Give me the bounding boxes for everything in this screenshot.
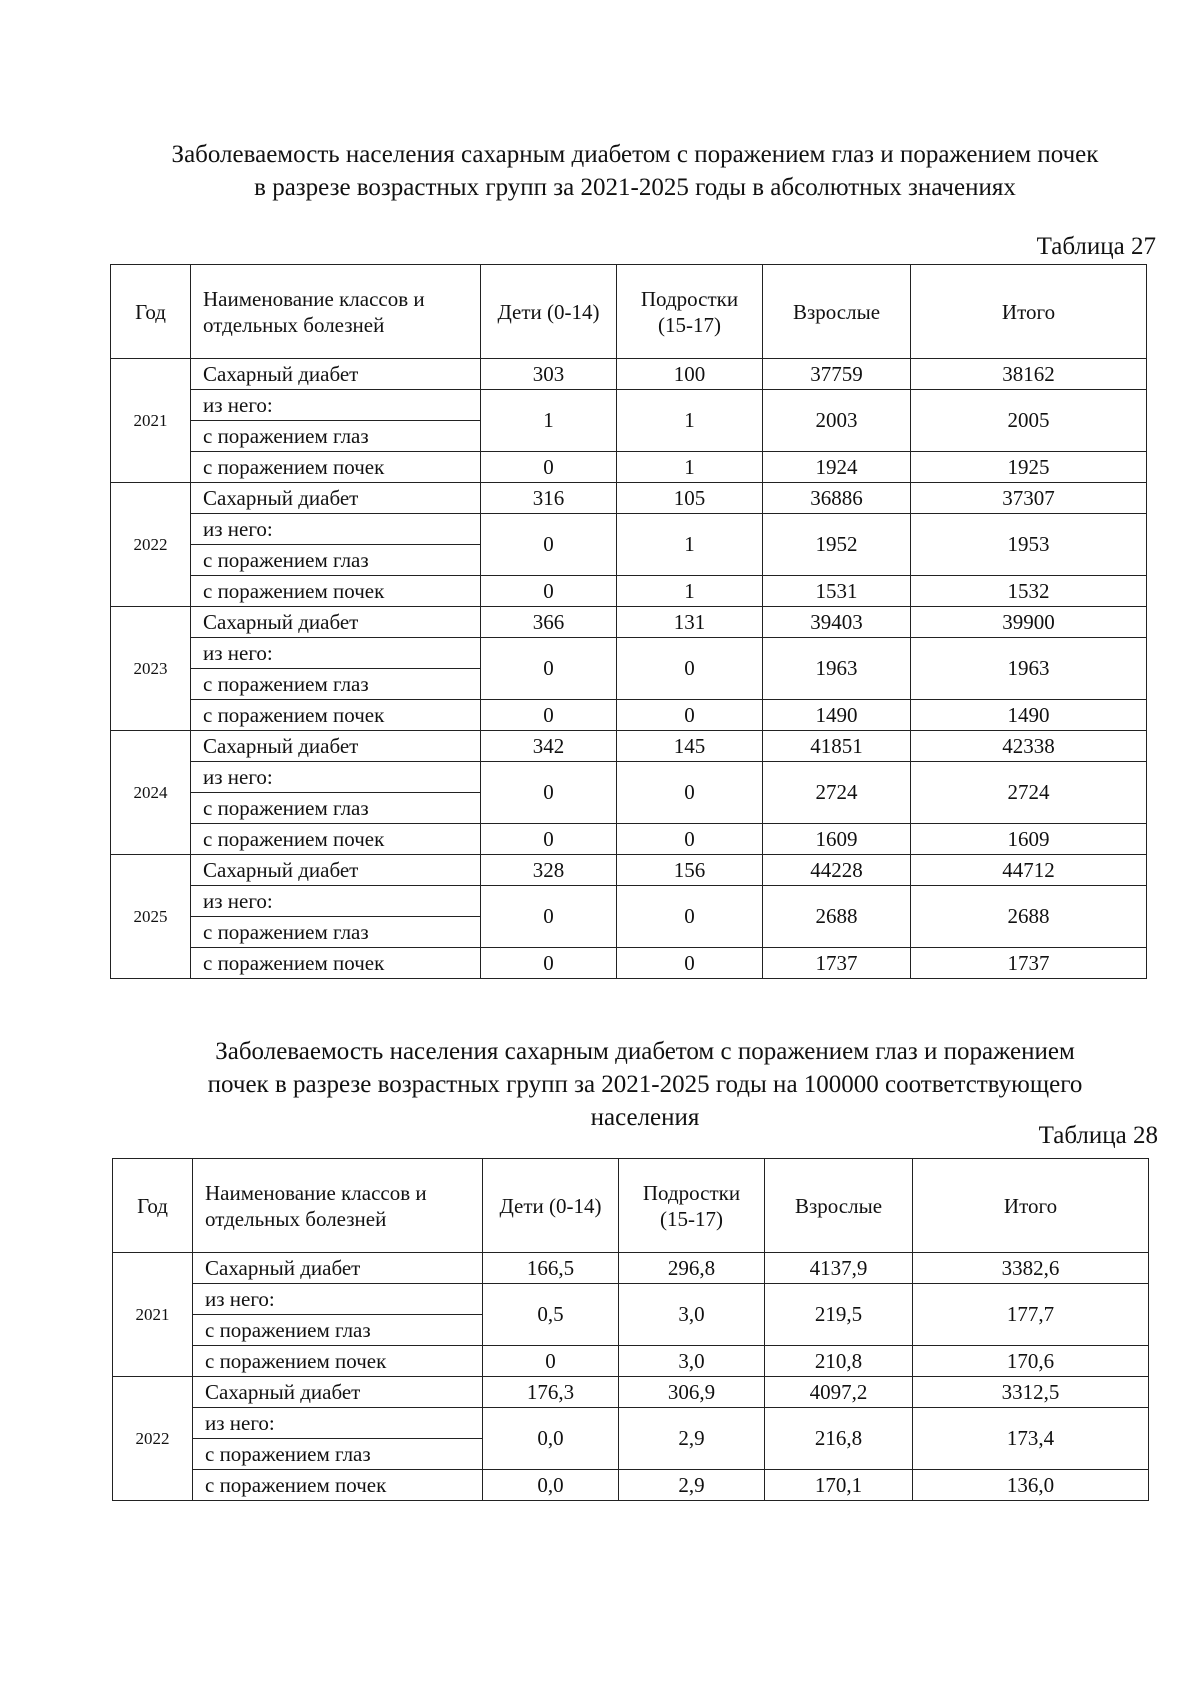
header-teens: Подростки (15-17): [619, 1159, 765, 1253]
value-cell: 145: [617, 731, 763, 762]
row-label-kidneys: с поражением почек: [193, 1470, 483, 1501]
value-cell: 2688: [911, 886, 1147, 948]
value-cell: 2005: [911, 390, 1147, 452]
table-row: [111, 576, 1147, 607]
value-cell: 1737: [763, 948, 911, 979]
value-cell: 366: [481, 607, 617, 638]
row-label-diabetes: Сахарный диабет: [191, 359, 481, 390]
year-cell: 2023: [111, 607, 191, 731]
value-cell: 1963: [911, 638, 1147, 700]
value-cell: 170,6: [913, 1346, 1149, 1377]
value-cell: 1924: [763, 452, 911, 483]
row-label-diabetes: Сахарный диабет: [191, 483, 481, 514]
value-cell: 44712: [911, 855, 1147, 886]
row-label-of-which: из него:: [191, 390, 481, 421]
year-cell: 2022: [111, 483, 191, 607]
header-teens: Подростки (15-17): [617, 265, 763, 359]
value-cell: 1: [481, 390, 617, 452]
header-name: Наименование классов и отдельных болезней: [191, 265, 481, 359]
row-label-of-which: из него:: [191, 638, 481, 669]
value-cell: 37307: [911, 483, 1147, 514]
value-cell: 0: [617, 948, 763, 979]
value-cell: 0: [481, 948, 617, 979]
value-cell: 0: [481, 886, 617, 948]
row-label-diabetes: Сахарный диабет: [193, 1253, 483, 1284]
table-row: [111, 483, 1147, 514]
table-row: [113, 1377, 1149, 1408]
table-row: [113, 1284, 1149, 1315]
value-cell: 342: [481, 731, 617, 762]
row-label-eyes: с поражением глаз: [191, 917, 481, 948]
row-label-kidneys: с поражением почек: [191, 700, 481, 731]
row-label-eyes: с поражением глаз: [193, 1439, 483, 1470]
row-label-kidneys: с поражением почек: [191, 824, 481, 855]
value-cell: 176,3: [483, 1377, 619, 1408]
table-row: [111, 886, 1147, 917]
table-row: [111, 390, 1147, 421]
value-cell: 39900: [911, 607, 1147, 638]
value-cell: 1952: [763, 514, 911, 576]
table-row: [111, 855, 1147, 886]
value-cell: 210,8: [765, 1346, 913, 1377]
table-27-title-line-2: в разрезе возрастных групп за 2021-2025 годы в абсолютных значениях: [254, 174, 1016, 201]
value-cell: 136,0: [913, 1470, 1149, 1501]
row-label-kidneys: с поражением почек: [191, 452, 481, 483]
table-28-title-line-1: Заболеваемость населения сахарным диабетом с поражением глаз и поражением: [215, 1038, 1075, 1065]
row-label-kidneys: с поражением почек: [193, 1346, 483, 1377]
value-cell: 1490: [911, 700, 1147, 731]
value-cell: 0: [481, 638, 617, 700]
row-label-eyes: с поражением глаз: [191, 545, 481, 576]
value-cell: 177,7: [913, 1284, 1149, 1346]
table-row: [111, 824, 1147, 855]
value-cell: 0: [617, 886, 763, 948]
value-cell: 105: [617, 483, 763, 514]
value-cell: 306,9: [619, 1377, 765, 1408]
value-cell: 0: [483, 1346, 619, 1377]
table-row: [111, 452, 1147, 483]
value-cell: 316: [481, 483, 617, 514]
table-row: [111, 638, 1147, 669]
value-cell: 1609: [763, 824, 911, 855]
value-cell: 0,0: [483, 1408, 619, 1470]
row-label-of-which: из него:: [191, 514, 481, 545]
value-cell: 1532: [911, 576, 1147, 607]
table-row: [113, 1346, 1149, 1377]
row-label-eyes: с поражением глаз: [191, 669, 481, 700]
row-label-of-which: из него:: [191, 762, 481, 793]
row-label-diabetes: Сахарный диабет: [191, 607, 481, 638]
year-cell: 2024: [111, 731, 191, 855]
row-label-eyes: с поражением глаз: [193, 1315, 483, 1346]
header-year: Год: [111, 265, 191, 359]
table-28-body: [113, 1253, 1149, 1501]
value-cell: 1490: [763, 700, 911, 731]
value-cell: 1: [617, 390, 763, 452]
value-cell: 1609: [911, 824, 1147, 855]
value-cell: 100: [617, 359, 763, 390]
value-cell: 1: [617, 514, 763, 576]
value-cell: 1953: [911, 514, 1147, 576]
table-27-title: [110, 138, 1160, 204]
table-row: [113, 1470, 1149, 1501]
table-header-row: [113, 1159, 1149, 1253]
value-cell: 296,8: [619, 1253, 765, 1284]
value-cell: 37759: [763, 359, 911, 390]
value-cell: 0: [481, 514, 617, 576]
value-cell: 0: [481, 700, 617, 731]
value-cell: 0: [617, 762, 763, 824]
table-row: [111, 359, 1147, 390]
value-cell: 0: [617, 700, 763, 731]
value-cell: 170,1: [765, 1470, 913, 1501]
value-cell: 1963: [763, 638, 911, 700]
value-cell: 39403: [763, 607, 911, 638]
header-adults: Взрослые: [765, 1159, 913, 1253]
value-cell: 0: [481, 762, 617, 824]
value-cell: 1925: [911, 452, 1147, 483]
row-label-of-which: из него:: [193, 1408, 483, 1439]
table-row: [111, 700, 1147, 731]
row-label-of-which: из него:: [191, 886, 481, 917]
value-cell: 3,0: [619, 1284, 765, 1346]
value-cell: 4137,9: [765, 1253, 913, 1284]
value-cell: 2724: [911, 762, 1147, 824]
table-row: [111, 731, 1147, 762]
table-row: [111, 762, 1147, 793]
value-cell: 216,8: [765, 1408, 913, 1470]
value-cell: 219,5: [765, 1284, 913, 1346]
header-adults: Взрослые: [763, 265, 911, 359]
value-cell: 1: [617, 452, 763, 483]
value-cell: 3,0: [619, 1346, 765, 1377]
table-28-title: [130, 1035, 1160, 1134]
value-cell: 42338: [911, 731, 1147, 762]
row-label-kidneys: с поражением почек: [191, 948, 481, 979]
header-total: Итого: [911, 265, 1147, 359]
year-cell: 2022: [113, 1377, 193, 1501]
header-children: Дети (0-14): [483, 1159, 619, 1253]
header-children: Дети (0-14): [481, 265, 617, 359]
table-row: [111, 514, 1147, 545]
table-row: [113, 1253, 1149, 1284]
table-row: [111, 948, 1147, 979]
header-year: Год: [113, 1159, 193, 1253]
value-cell: 2,9: [619, 1470, 765, 1501]
value-cell: 0: [481, 824, 617, 855]
row-label-diabetes: Сахарный диабет: [191, 731, 481, 762]
value-cell: 0,0: [483, 1470, 619, 1501]
row-label-of-which: из него:: [193, 1284, 483, 1315]
value-cell: 0,5: [483, 1284, 619, 1346]
year-cell: 2021: [113, 1253, 193, 1377]
value-cell: 2003: [763, 390, 911, 452]
table-header-row: [111, 265, 1147, 359]
header-total: Итого: [913, 1159, 1149, 1253]
value-cell: 38162: [911, 359, 1147, 390]
value-cell: 0: [481, 576, 617, 607]
value-cell: 36886: [763, 483, 911, 514]
row-label-diabetes: Сахарный диабет: [191, 855, 481, 886]
value-cell: 1531: [763, 576, 911, 607]
value-cell: 1: [617, 576, 763, 607]
table-28-title-line-3: населения: [590, 1104, 700, 1131]
table-28-label: Таблица 28: [1038, 1122, 1158, 1149]
value-cell: 1737: [911, 948, 1147, 979]
value-cell: 0: [481, 452, 617, 483]
value-cell: 2688: [763, 886, 911, 948]
value-cell: 131: [617, 607, 763, 638]
value-cell: 44228: [763, 855, 911, 886]
table-27-body: [111, 359, 1147, 979]
row-label-eyes: с поражением глаз: [191, 421, 481, 452]
value-cell: 156: [617, 855, 763, 886]
header-name: Наименование классов и отдельных болезней: [193, 1159, 483, 1253]
table-27: [110, 264, 1147, 979]
table-row: [113, 1408, 1149, 1439]
value-cell: 166,5: [483, 1253, 619, 1284]
value-cell: 41851: [763, 731, 911, 762]
value-cell: 0: [617, 638, 763, 700]
value-cell: 173,4: [913, 1408, 1149, 1470]
value-cell: 2,9: [619, 1408, 765, 1470]
value-cell: 2724: [763, 762, 911, 824]
row-label-eyes: с поражением глаз: [191, 793, 481, 824]
row-label-kidneys: с поражением почек: [191, 576, 481, 607]
value-cell: 3382,6: [913, 1253, 1149, 1284]
table-28: [112, 1158, 1149, 1501]
value-cell: 328: [481, 855, 617, 886]
table-28-title-line-2: почек в разрезе возрастных групп за 2021-2025 годы на 100000 соответствующего: [207, 1071, 1083, 1098]
year-cell: 2021: [111, 359, 191, 483]
value-cell: 303: [481, 359, 617, 390]
year-cell: 2025: [111, 855, 191, 979]
value-cell: 4097,2: [765, 1377, 913, 1408]
table-row: [111, 607, 1147, 638]
value-cell: 0: [617, 824, 763, 855]
value-cell: 3312,5: [913, 1377, 1149, 1408]
table-27-label: Таблица 27: [1036, 233, 1156, 260]
table-27-title-line-1: Заболеваемость населения сахарным диабетом с поражением глаз и поражением почек: [171, 141, 1099, 168]
row-label-diabetes: Сахарный диабет: [193, 1377, 483, 1408]
